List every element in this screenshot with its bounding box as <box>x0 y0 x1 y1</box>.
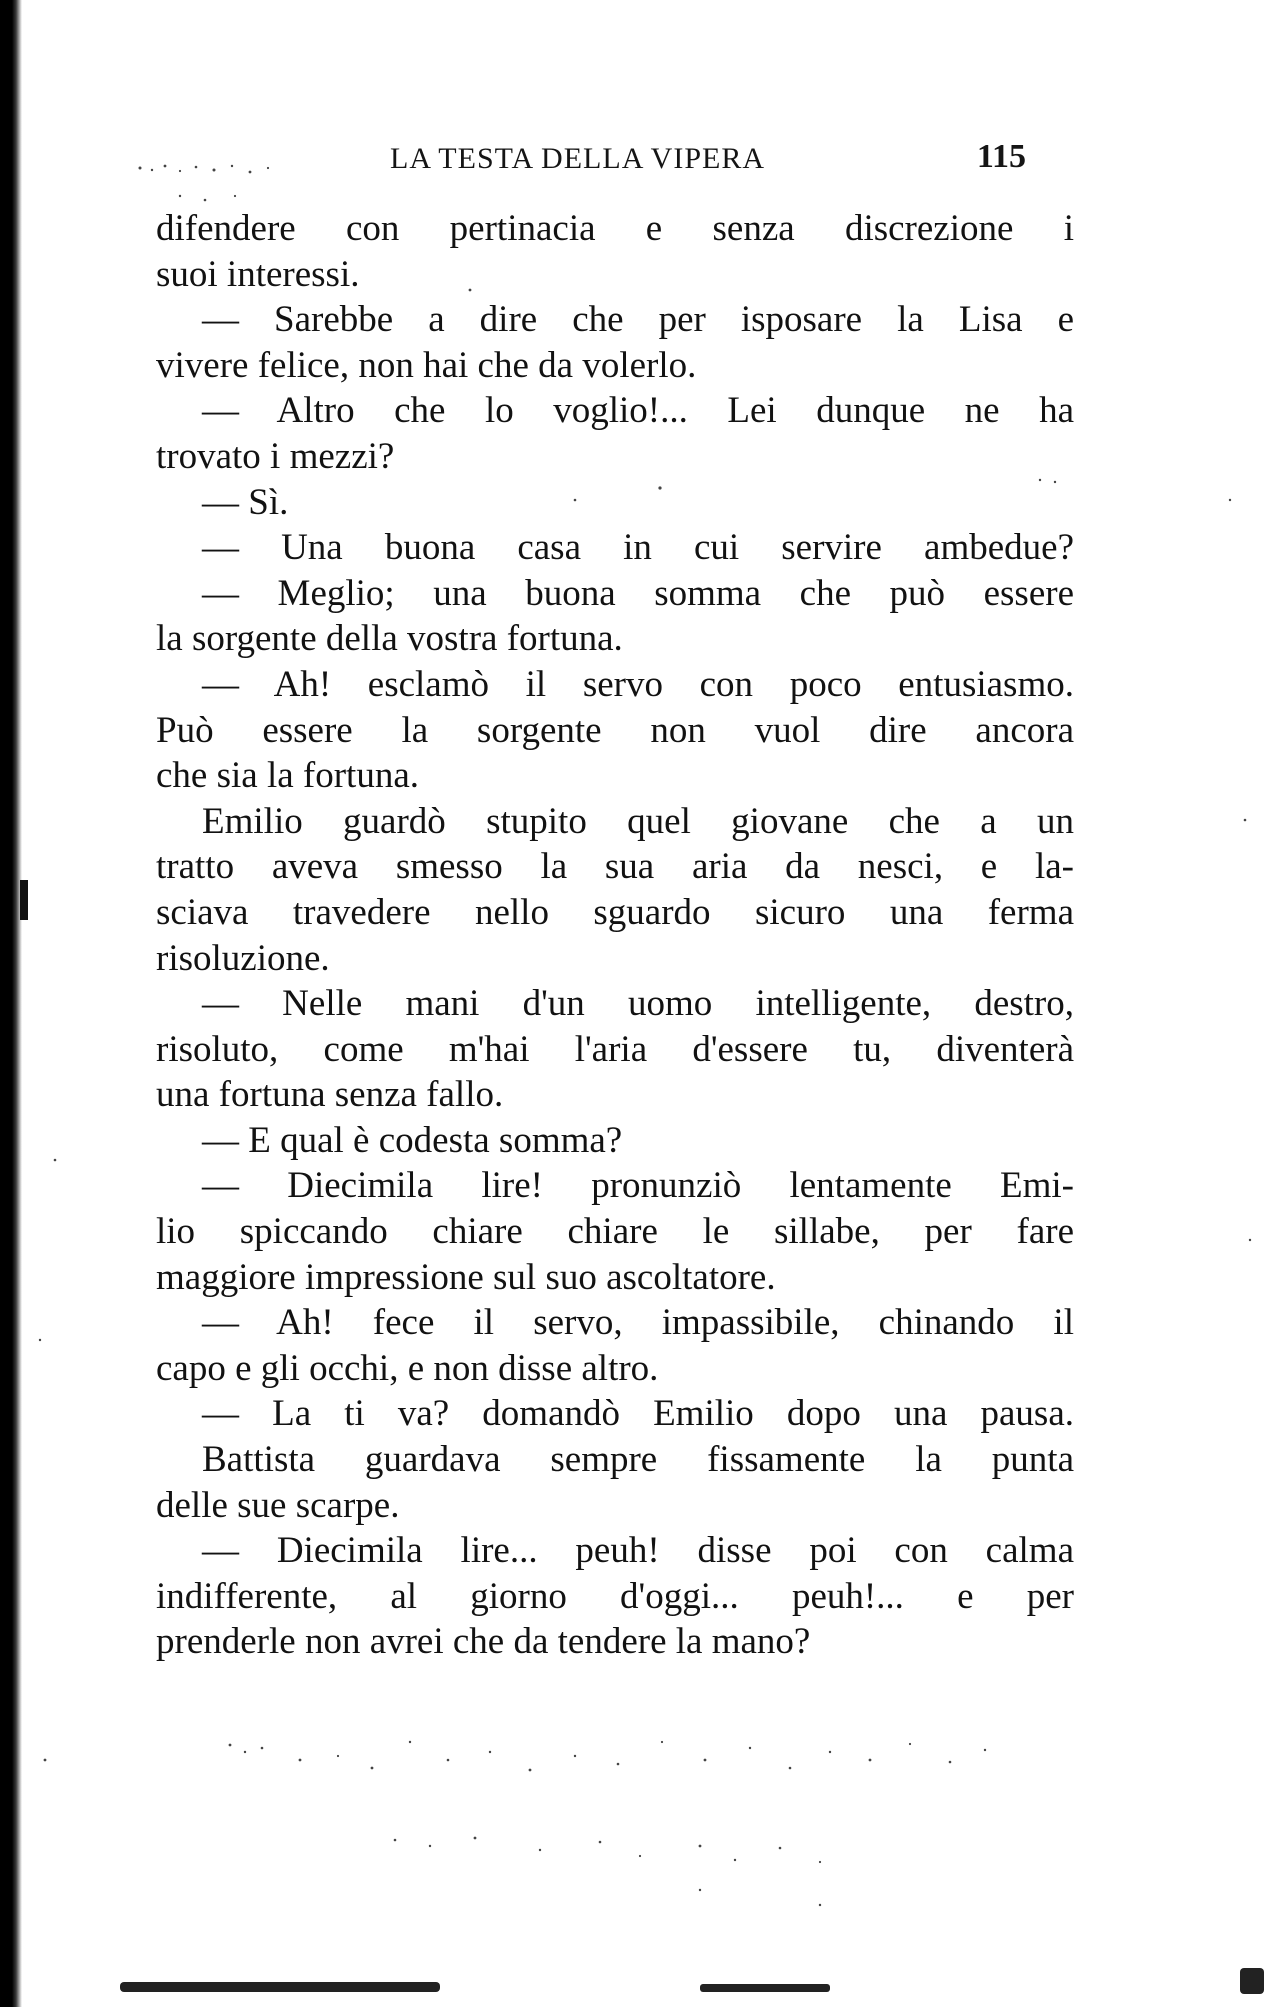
text-line: — Ah! fece il servo, impassibile, chinando il <box>202 1302 1074 1344</box>
text-line: indifferente, al giorno d'oggi... peuh!... e per <box>156 1575 1074 1617</box>
text-line: suoi interessi. <box>156 253 360 295</box>
text-line: — Ah! esclamò il servo con poco entusiasmo. <box>202 663 1074 705</box>
page-header <box>390 138 1050 190</box>
text-line: risoluto, come m'hai l'aria d'essere tu, diventerà <box>156 1028 1074 1070</box>
text-line: Battista guardava sempre fissamente la punta <box>202 1439 1074 1481</box>
text-line: — Sarebbe a dire che per isposare la Lisa e <box>202 299 1074 341</box>
text-line: — Meglio; una buona somma che può essere <box>202 572 1074 614</box>
text-line: — E qual è codesta somma? <box>202 1119 623 1161</box>
text-line: — Nelle mani d'un uomo intelligente, destro, <box>202 983 1074 1025</box>
text-line: Può essere la sorgente non vuol dire ancora <box>156 709 1074 751</box>
text-line: — La ti va? domandò Emilio dopo una pausa. <box>202 1393 1074 1435</box>
text-line: lio spiccando chiare chiare le sillabe, per fare <box>156 1211 1074 1253</box>
page-number: 115 <box>976 138 1026 175</box>
text-line: che sia la fortuna. <box>156 755 419 797</box>
binding-speck <box>20 880 28 920</box>
text-line: trovato i mezzi? <box>156 435 395 477</box>
text-line: tratto aveva smesso la sua aria da nesci, e la- <box>156 846 1074 888</box>
text-line: delle sue scarpe. <box>156 1484 400 1526</box>
text-line: la sorgente della vostra fortuna. <box>156 618 623 660</box>
text-line: maggiore impressione sul suo ascoltatore. <box>156 1256 776 1298</box>
text-line: risoluzione. <box>156 937 330 979</box>
text-line: — Altro che lo voglio!... Lei dunque ne ha <box>202 390 1074 432</box>
text-line: — Sì. <box>202 481 289 523</box>
text-line: — Diecimila lire! pronunziò lentamente Emi- <box>202 1165 1074 1207</box>
text-line: Emilio guardò stupito quel giovane che a un <box>202 800 1074 842</box>
text-line: sciava travedere nello sguardo sicuro una ferma <box>156 891 1074 933</box>
text-line: vivere felice, non hai che da volerlo. <box>156 344 697 386</box>
text-line: prenderle non avrei che da tendere la mano? <box>156 1621 811 1663</box>
text-line: — Diecimila lire... peuh! disse poi con calma <box>202 1530 1074 1572</box>
text-line: una fortuna senza fallo. <box>156 1074 504 1116</box>
text-line: difendere con pertinacia e senza discrezione i <box>156 208 1074 249</box>
running-title: LA TESTA DELLA VIPERA <box>390 142 766 175</box>
binding-edge <box>0 0 22 2007</box>
text-line: — Una buona casa in cui servire ambedue? <box>202 527 1074 569</box>
body-text <box>156 206 1074 1665</box>
text-line: capo e gli occhi, e non disse altro. <box>156 1347 659 1389</box>
scan-smudges <box>120 1968 1264 1994</box>
